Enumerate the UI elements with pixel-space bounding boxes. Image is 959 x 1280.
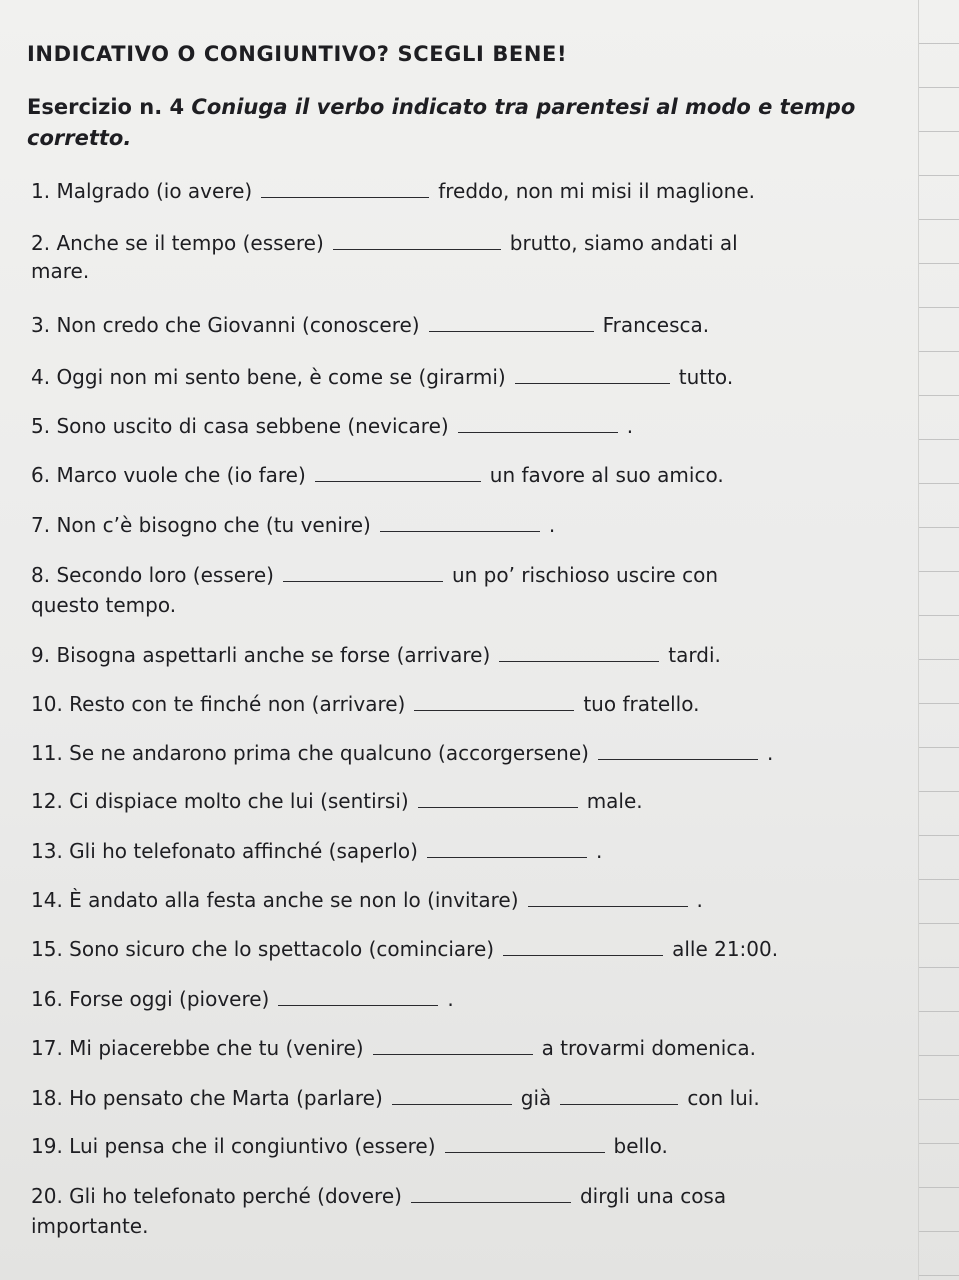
answer-blank[interactable] (373, 1036, 533, 1055)
item-20-second-line: importante. (31, 1214, 149, 1238)
item-8-second-line: questo tempo. (31, 593, 177, 617)
item-prompt: 3. Non credo che Giovanni (conoscere) (31, 313, 420, 337)
item-continuation: male. (586, 789, 643, 813)
item-prompt: 14. È andato alla festa anche se non lo (invitare) (31, 888, 519, 912)
item-continuation: . (447, 987, 454, 1011)
item-prompt: 19. Lui pensa che il congiuntivo (essere) (31, 1134, 436, 1158)
item-prompt: 4. Oggi non mi sento bene, è come se (girarmi) (31, 365, 506, 389)
item-continuation: . (595, 839, 603, 863)
answer-blank[interactable] (283, 563, 443, 582)
exercise-item-14 (31, 885, 703, 915)
exercise-item-2 (31, 228, 738, 258)
exercise-label: Esercizio n. 4 (27, 95, 185, 119)
item-prompt: 10. Resto con te finché non (arrivare) (31, 692, 406, 716)
answer-blank[interactable] (528, 888, 688, 907)
item-prompt: 2. Anche se il tempo (essere) (31, 231, 324, 255)
exercise-item-18 (31, 1083, 760, 1113)
item-continuation: Francesca. (602, 313, 710, 337)
exercise-item-19 (31, 1131, 668, 1161)
exercise-item-3 (31, 310, 709, 340)
exercise-item-17 (31, 1033, 756, 1063)
answer-blank[interactable] (261, 179, 429, 198)
answer-blank[interactable] (392, 1086, 512, 1105)
exercise-item-8 (31, 560, 718, 590)
exercise-item-4 (31, 362, 733, 392)
answer-blank-second[interactable] (560, 1086, 678, 1105)
answer-blank[interactable] (427, 839, 587, 858)
answer-blank[interactable] (278, 987, 438, 1006)
item-continuation: tutto. (678, 365, 734, 389)
exercise-instruction (27, 92, 887, 154)
item-prompt: 16. Forse oggi (piovere) (31, 987, 270, 1011)
item-prompt: 17. Mi piacerebbe che tu (venire) (31, 1036, 364, 1060)
answer-blank[interactable] (499, 643, 659, 662)
item-prompt: 1. Malgrado (io avere) (31, 179, 253, 203)
exercise-item-16 (31, 984, 454, 1014)
item-prompt: 20. Gli ho telefonato perché (dovere) (31, 1184, 402, 1208)
item-continuation: . (548, 513, 556, 537)
item-continuation: . (766, 741, 774, 765)
answer-blank[interactable] (515, 365, 670, 384)
answer-blank[interactable] (333, 231, 501, 250)
item-continuation: . (626, 414, 634, 438)
page-title: INDICATIVO O CONGIUNTIVO? SCEGLI BENE! (27, 42, 568, 66)
item-continuation: brutto, siamo andati al (509, 231, 738, 255)
answer-blank[interactable] (315, 463, 481, 482)
item-2-second-line: mare. (31, 259, 90, 283)
margin-ruled-lines (918, 0, 959, 1280)
exercise-item-15 (31, 934, 778, 964)
answer-blank[interactable] (598, 741, 758, 760)
page-edge (918, 0, 919, 1280)
item-continuation: un favore al suo amico. (489, 463, 724, 487)
item-continuation: tuo fratello. (583, 692, 700, 716)
answer-blank[interactable] (503, 937, 663, 956)
item-prompt: 15. Sono sicuro che lo spettacolo (cominciare) (31, 937, 495, 961)
answer-blank[interactable] (445, 1134, 605, 1153)
answer-blank[interactable] (418, 789, 578, 808)
answer-blank[interactable] (458, 414, 618, 433)
item-continuation: con lui. (687, 1086, 760, 1110)
answer-blank[interactable] (380, 513, 540, 532)
exercise-item-13 (31, 836, 602, 866)
answer-blank[interactable] (411, 1184, 571, 1203)
item-continuation: bello. (613, 1134, 668, 1158)
item-prompt: 6. Marco vuole che (io fare) (31, 463, 306, 487)
item-prompt: 18. Ho pensato che Marta (parlare) (31, 1086, 383, 1110)
exercise-item-1 (31, 176, 755, 206)
item-prompt: 11. Se ne andarono prima che qualcuno (accorgersene) (31, 741, 589, 765)
exercise-item-7 (31, 510, 555, 540)
item-continuation: freddo, non mi misi il maglione. (438, 179, 755, 203)
item-prompt: 5. Sono uscito di casa sebbene (nevicare) (31, 414, 449, 438)
exercise-item-9 (31, 640, 721, 670)
item-prompt: 7. Non c’è bisogno che (tu venire) (31, 513, 371, 537)
item-continuation: tardi. (668, 643, 721, 667)
item-prompt: 13. Gli ho telefonato affinché (saperlo) (31, 839, 418, 863)
item-middle: già (520, 1086, 552, 1110)
item-prompt: 12. Ci dispiace molto che lui (sentirsi) (31, 789, 409, 813)
item-continuation: alle 21:00. (672, 937, 779, 961)
exercise-item-12 (31, 786, 643, 816)
exercise-item-6 (31, 460, 724, 490)
exercise-text: Coniuga il verbo indicato tra parentesi al modo e tempo corretto. (27, 95, 856, 150)
item-continuation: un po’ rischioso uscire con (451, 563, 718, 587)
item-continuation: . (696, 888, 703, 912)
item-prompt: 8. Secondo loro (essere) (31, 563, 274, 587)
answer-blank[interactable] (429, 313, 594, 332)
item-continuation: dirgli una cosa (579, 1184, 727, 1208)
exercise-item-20 (31, 1181, 726, 1211)
item-prompt: 9. Bisogna aspettarli anche se forse (arrivare) (31, 643, 491, 667)
exercise-item-5 (31, 411, 633, 441)
answer-blank[interactable] (414, 692, 574, 711)
exercise-item-10 (31, 689, 699, 719)
exercise-item-11 (31, 738, 773, 768)
item-continuation: a trovarmi domenica. (541, 1036, 756, 1060)
